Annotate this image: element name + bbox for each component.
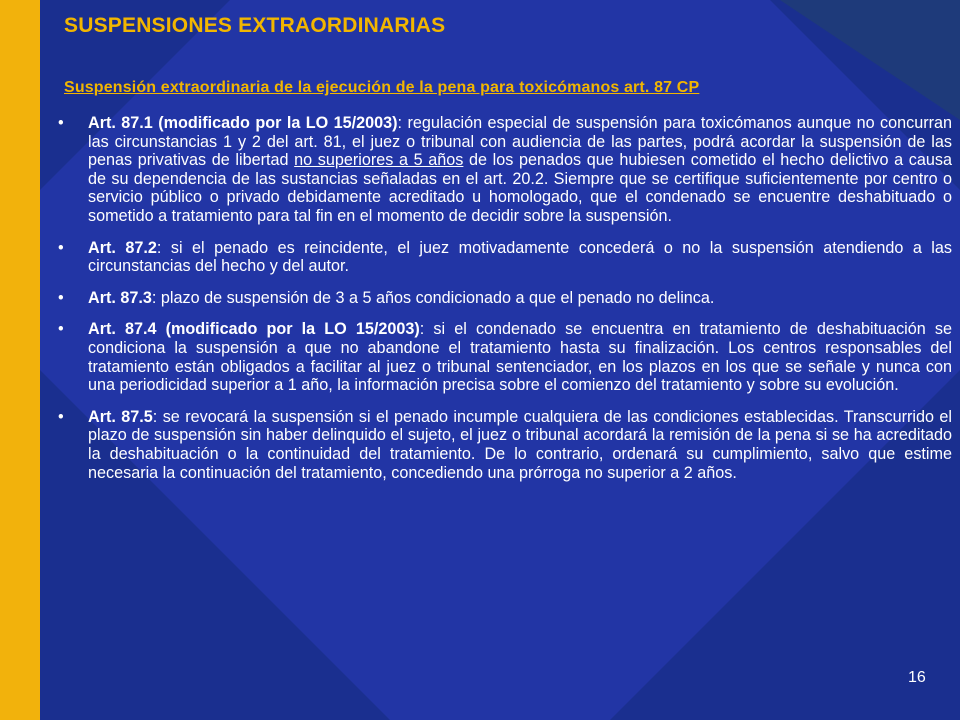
article-text: : regulación especial de suspensión para toxicómanos aunque no concurran las circunstancias 1 y 2 del art. 81, el juez o tribunal con audiencia de las partes, podrá acordar la suspensión de las penas privativas de libertad [88, 114, 953, 170]
article-text: : plazo de suspensión de 3 a 5 años condicionado a que el penado no delinca. [151, 288, 715, 307]
slide-subtitle: Suspensión extraordinaria de la ejecución de la pena para toxicómanos art. 87 CP [64, 79, 700, 96]
slide-title: SUSPENSIONES EXTRAORDINARIAS [64, 14, 446, 37]
article-label: Art. 87.1 (modificado por la LO 15/2003) [88, 114, 398, 132]
list-item-art-87-2 [56, 239, 952, 276]
underlined-text: no superiores a 5 años [294, 151, 464, 170]
article-label: Art. 87.4 (modificado por la LO 15/2003) [88, 320, 420, 339]
list-item-art-87-3 [56, 289, 952, 308]
article-label: Art. 87.2 [88, 238, 157, 257]
bullet-icon: • [58, 288, 64, 307]
list-item-art-87-4 [56, 320, 952, 394]
bullet-icon: • [58, 238, 64, 257]
article-text: : si el penado es reincidente, el juez motivadamente concederá o no la suspensión atendiendo a las circunstancias del hecho y del autor. [88, 238, 953, 276]
article-text: : se revocará la suspensión si el penado incumple cualquiera de las condiciones establecidas. Transcurrido el plazo de suspensión sin haber delinquido el sujeto, el juez o tribunal acordará la remisión de la pena si se ha acreditado la deshabituación o la continuidad del tratamiento. De lo contrario, ordenará su cumplimiento, salvo que estime necesaria la continuación del tratamiento, concediendo una prórroga no superior a 2 años. [88, 407, 952, 482]
bullet-icon: • [58, 114, 64, 132]
list-item-art-87-5 [56, 408, 952, 482]
bullet-list [56, 114, 952, 495]
bullet-icon: • [58, 407, 64, 426]
article-label: Art. 87.5 [88, 407, 153, 426]
bullet-icon: • [58, 320, 64, 339]
article-label: Art. 87.3 [88, 288, 152, 307]
page-number: 16 [908, 669, 926, 686]
article-text-continued: de los penados que hubiesen cometido el hecho delictivo a causa de su dependencia de las sustancias señaladas en el art. 20.2. Siempre que se certifique suficientemente por centro o servicio público o privado debidamente acreditado u homologado, que el condenado se encuentre deshabituado o sometido a tratamiento para tal fin en el momento de decidir sobre la suspensión. [88, 151, 953, 225]
left-accent-bar [0, 0, 40, 720]
list-item-art-87-1 [56, 114, 952, 226]
article-text: : si el condenado se encuentra en tratamiento de deshabituación se condiciona la suspensión a que no abandone el tratamiento hasta su finalización. Los centros responsables del tratamiento están obligados a facilitar al juez o tribunal sentenciador, en los plazos en los que se señale y nunca con una periodicidad superior a 1 año, la información precisa sobre el comienzo del tratamiento y sobre su evolución. [88, 320, 952, 395]
